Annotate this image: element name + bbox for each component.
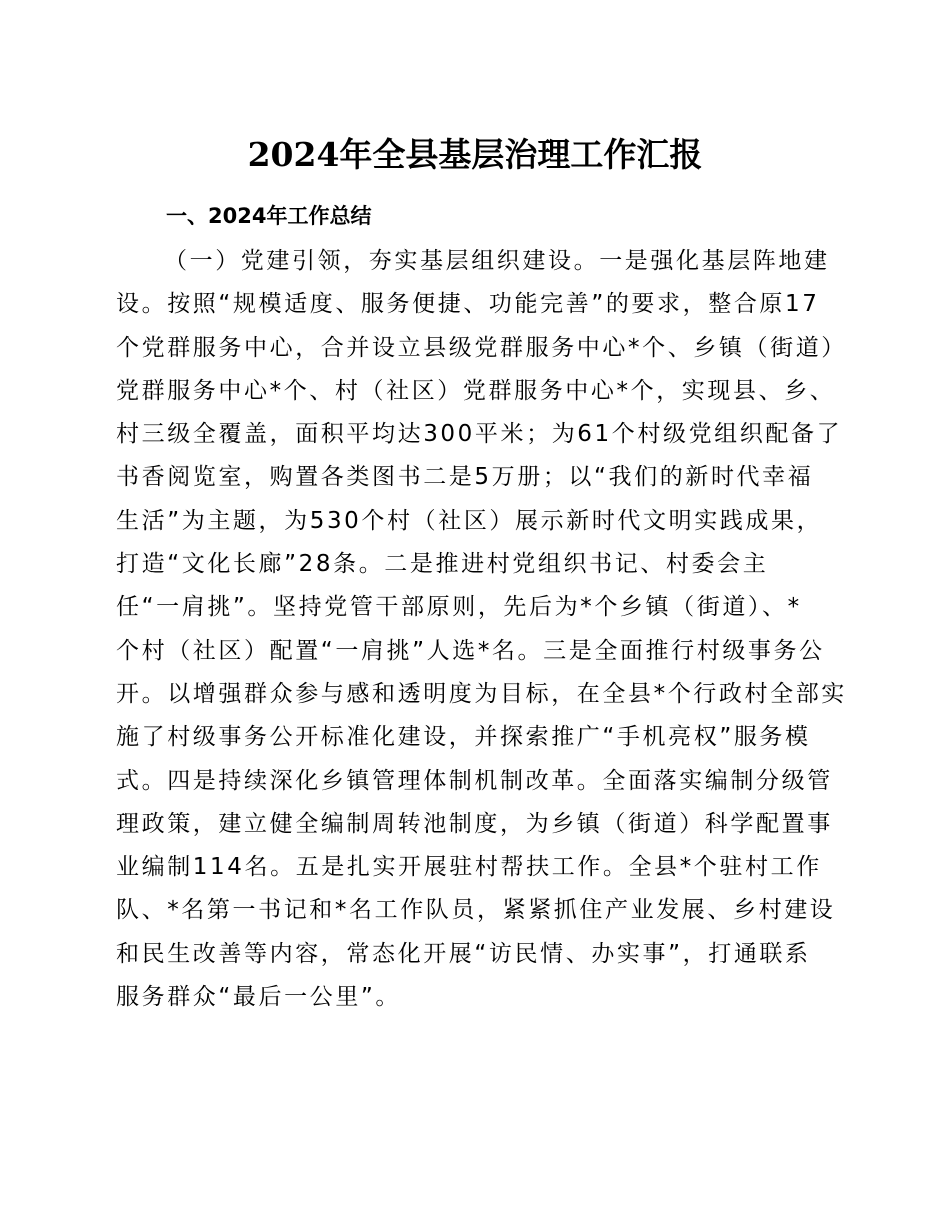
paragraph-line: 开。以增强群众参与感和透明度为目标，在全县*个行政村全部实 xyxy=(116,680,847,707)
paragraph-line: 队、*名第一书记和*名工作队员，紧紧抓住产业发展、乡村建设 xyxy=(116,897,836,924)
paragraph-line: 个党群服务中心，合并设立县级党群服务中心*个、乡镇（街道） xyxy=(116,334,847,361)
paragraph-body xyxy=(116,240,847,1019)
paragraph-line: 村三级全覆盖，面积平均达300平米；为61个村级党组织配备了 xyxy=(116,421,843,448)
document-title: 2024年全县基层治理工作汇报 xyxy=(247,135,703,174)
paragraph-line: 服务群众“最后一公里”。 xyxy=(116,984,402,1011)
paragraph-line: 业编制114名。五是扎实开展驻村帮扶工作。全县*个驻村工作 xyxy=(116,854,822,881)
paragraph-line: 书香阅览室，购置各类图书二是5万册；以“我们的新时代幸福 xyxy=(116,464,814,491)
paragraph-line: 和民生改善等内容，常态化开展“访民情、办实事”，打通联系 xyxy=(116,940,811,967)
section-heading: 一、2024年工作总结 xyxy=(166,204,372,228)
paragraph-line: 任“一肩挑”。坚持党管干部原则，先后为*个乡镇（街道）、* xyxy=(116,594,802,621)
paragraph-line: 生活”为主题，为530个村（社区）展示新时代文明实践成果， xyxy=(116,507,823,534)
paragraph-line: 打造“文化长廊”28条。二是推进村党组织书记、村委会主 xyxy=(116,551,769,578)
paragraph-line: 设。按照“规模适度、服务便捷、功能完善”的要求，整合原17 xyxy=(116,291,820,318)
paragraph-line: 党群服务中心*个、村（社区）党群服务中心*个，实现县、乡、 xyxy=(116,377,836,404)
paragraph-line: （一）党建引领，夯实基层组织建设。一是强化基层阵地建 xyxy=(164,248,830,274)
paragraph-line: 施了村级事务公开标准化建设，并探索推广“手机亮权”服务模 xyxy=(116,724,811,751)
paragraph-line: 式。四是持续深化乡镇管理体制机制改革。全面落实编制分级管 xyxy=(116,767,833,794)
paragraph-line: 理政策，建立健全编制周转池制度，为乡镇（街道）科学配置事 xyxy=(116,810,833,837)
paragraph-line: 个村（社区）配置“一肩挑”人选*名。三是全面推行村级事务公 xyxy=(116,637,825,664)
